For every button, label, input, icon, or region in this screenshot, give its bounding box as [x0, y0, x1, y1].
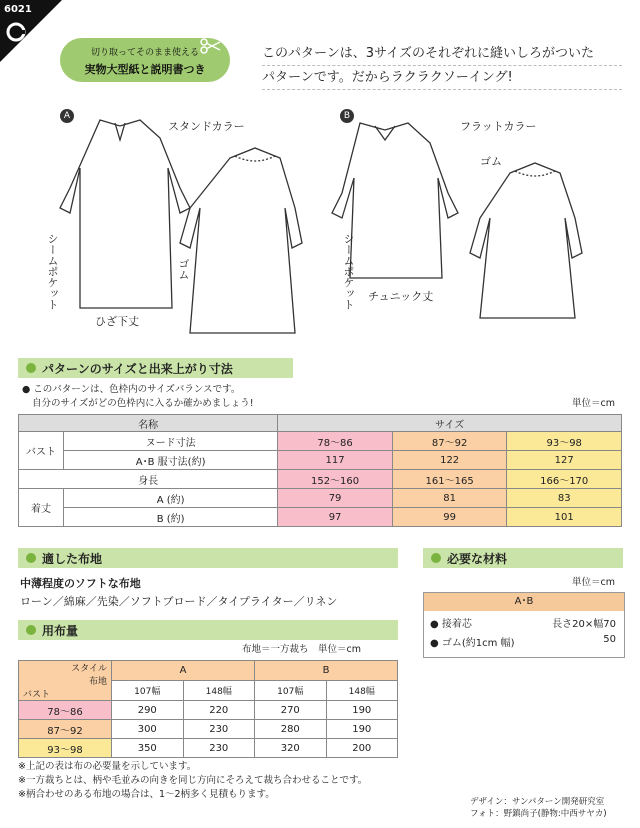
- cell-a-3: 83: [507, 489, 622, 508]
- usage-section-header: [18, 620, 398, 640]
- usage-b-148: 148幅: [326, 681, 398, 701]
- usage-r1-c1: 290: [112, 701, 184, 720]
- usage-r3-c3: 320: [255, 739, 327, 758]
- usage-bust-3: 93〜98: [19, 739, 112, 758]
- credits: [470, 796, 607, 820]
- size-note-2: 自分のサイズがどの色枠内に入るか確かめましょう!: [32, 398, 254, 409]
- label-seam-pocket-a: シームポケット: [46, 233, 59, 310]
- bullet-icon: [26, 625, 36, 635]
- cell-b-1: 97: [278, 508, 393, 527]
- cut-note: 切り取ってそのまま使える: [90, 48, 199, 58]
- headline-line1: このパターンは、3サイズのそれぞれに縫いしろがついた: [262, 42, 622, 66]
- usage-bust-1: 78〜86: [19, 701, 112, 720]
- garment-drawings: [40, 108, 620, 338]
- material-1-name: ● 接着芯: [430, 619, 472, 630]
- brand-logo-icon: [6, 22, 26, 42]
- materials-unit: 単位＝cm: [572, 577, 615, 588]
- head-size: サイズ: [278, 415, 622, 432]
- credit-design: デザイン：サンパターン開発研究室: [470, 797, 605, 807]
- usage-a-148: 148幅: [183, 681, 255, 701]
- usage-note: 布地＝一方裁ち 単位＝cm: [242, 644, 361, 655]
- label-knee-length: ひざ下丈: [95, 315, 139, 328]
- cell-nude-3: 93〜98: [507, 432, 622, 451]
- usage-r1-c3: 270: [255, 701, 327, 720]
- material-2-value: 50: [603, 634, 616, 645]
- fabric-subtitle: 中薄程度のソフトな布地: [20, 577, 141, 590]
- material-1-value: 長さ20×幅70: [552, 619, 616, 630]
- row-a-approx: A (約): [64, 489, 278, 508]
- cell-a-2: 81: [392, 489, 507, 508]
- row-b-approx: B (約): [64, 508, 278, 527]
- usage-b-107: 107幅: [255, 681, 327, 701]
- headline-line2: パターンです。だからラクラクソーイング!: [262, 66, 622, 90]
- cell-b-2: 99: [392, 508, 507, 527]
- usage-foot-3: ※柄合わせのある布地の場合は、1〜2柄多く見積もります。: [18, 789, 275, 800]
- row-ab-finish: A･B 服寸法(約): [64, 451, 278, 470]
- size-note-1: ● このパターンは、色枠内のサイズバランスです。: [22, 384, 241, 395]
- cell-ab-2: 122: [392, 451, 507, 470]
- usage-foot-2: ※一方裁ちとは、柄や毛並みの向きを同じ方向にそろえて裁ち合わせることです。: [18, 775, 368, 786]
- label-stand-collar: スタンドカラー: [168, 120, 245, 133]
- row-height: 身長: [19, 470, 278, 489]
- cell-nude-1: 78〜86: [278, 432, 393, 451]
- usage-table: [18, 660, 398, 758]
- usage-bust: バスト: [23, 690, 51, 700]
- label-gom-b: ゴム: [480, 155, 502, 168]
- usage-r3-c2: 230: [183, 739, 255, 758]
- label-seam-pocket-b: シームポケット: [342, 233, 355, 310]
- cell-height-3: 166〜170: [507, 470, 622, 489]
- fabric-section-header: [18, 548, 398, 568]
- usage-head-a: A: [112, 661, 255, 681]
- label-gom-a: ゴム: [177, 258, 190, 280]
- material-row-2: [424, 630, 624, 649]
- usage-r2-c3: 280: [255, 720, 327, 739]
- mark-a: A: [60, 108, 74, 123]
- usage-r3-c4: 200: [326, 739, 398, 758]
- bullet-icon: [431, 553, 441, 563]
- usage-section-title: 用布量: [42, 623, 79, 638]
- size-section-header: [18, 358, 293, 378]
- usage-footnotes: [18, 760, 367, 802]
- cell-a-1: 79: [278, 489, 393, 508]
- scissors-icon: [200, 38, 222, 54]
- materials-section-header: [423, 548, 623, 568]
- cut-title: 実物大型紙と説明書つき: [84, 63, 206, 76]
- usage-r2-c4: 190: [326, 720, 398, 739]
- bullet-icon: [26, 553, 36, 563]
- mark-b: B: [340, 108, 354, 123]
- materials-section-title: 必要な材料: [447, 551, 508, 566]
- usage-style: スタイル: [71, 664, 107, 674]
- size-section-title: パターンのサイズと出来上がり寸法: [42, 361, 233, 376]
- materials-box: [423, 592, 625, 658]
- cell-height-2: 161〜165: [392, 470, 507, 489]
- usage-foot-1: ※上記の表は布の必要量を示しています。: [18, 761, 197, 772]
- row-nude: ヌード寸法: [64, 432, 278, 451]
- usage-head-b: B: [255, 661, 398, 681]
- credit-photo: フォト：野鎮尚子(静物:中西サヤカ): [470, 809, 607, 819]
- cell-nude-2: 87〜92: [392, 432, 507, 451]
- usage-r3-c1: 350: [112, 739, 184, 758]
- size-table: [18, 414, 622, 527]
- size-notes: [22, 383, 254, 411]
- materials-header: A･B: [424, 593, 624, 611]
- cell-height-1: 152〜160: [278, 470, 393, 489]
- usage-r2-c1: 300: [112, 720, 184, 739]
- pattern-code: 6021: [4, 4, 32, 15]
- head-name: 名称: [19, 415, 278, 432]
- bullet-icon: [26, 363, 36, 373]
- fabric-list: ローン／綿麻／先染／ソフトブロード／タイプライター／リネン: [20, 595, 338, 608]
- label-tunic-length: チュニック丈: [368, 290, 434, 303]
- usage-r2-c2: 230: [183, 720, 255, 739]
- headline: [262, 42, 622, 90]
- row-bust: バスト: [19, 432, 64, 470]
- fabric-section-title: 適した布地: [42, 551, 103, 566]
- usage-r1-c2: 220: [183, 701, 255, 720]
- usage-a-107: 107幅: [112, 681, 184, 701]
- illustration-area: [40, 108, 620, 338]
- material-2-name: ● ゴム(約1cm 幅): [430, 638, 515, 649]
- usage-fabric: 布地: [88, 677, 107, 687]
- cell-ab-3: 127: [507, 451, 622, 470]
- cell-b-3: 101: [507, 508, 622, 527]
- row-length: 着丈: [19, 489, 64, 527]
- usage-corner: [19, 661, 112, 701]
- usage-bust-2: 87〜92: [19, 720, 112, 739]
- usage-r1-c4: 190: [326, 701, 398, 720]
- size-unit: 単位＝cm: [572, 398, 615, 409]
- material-row-1: [424, 611, 624, 630]
- label-flat-collar: フラットカラー: [460, 120, 537, 133]
- cell-ab-1: 117: [278, 451, 393, 470]
